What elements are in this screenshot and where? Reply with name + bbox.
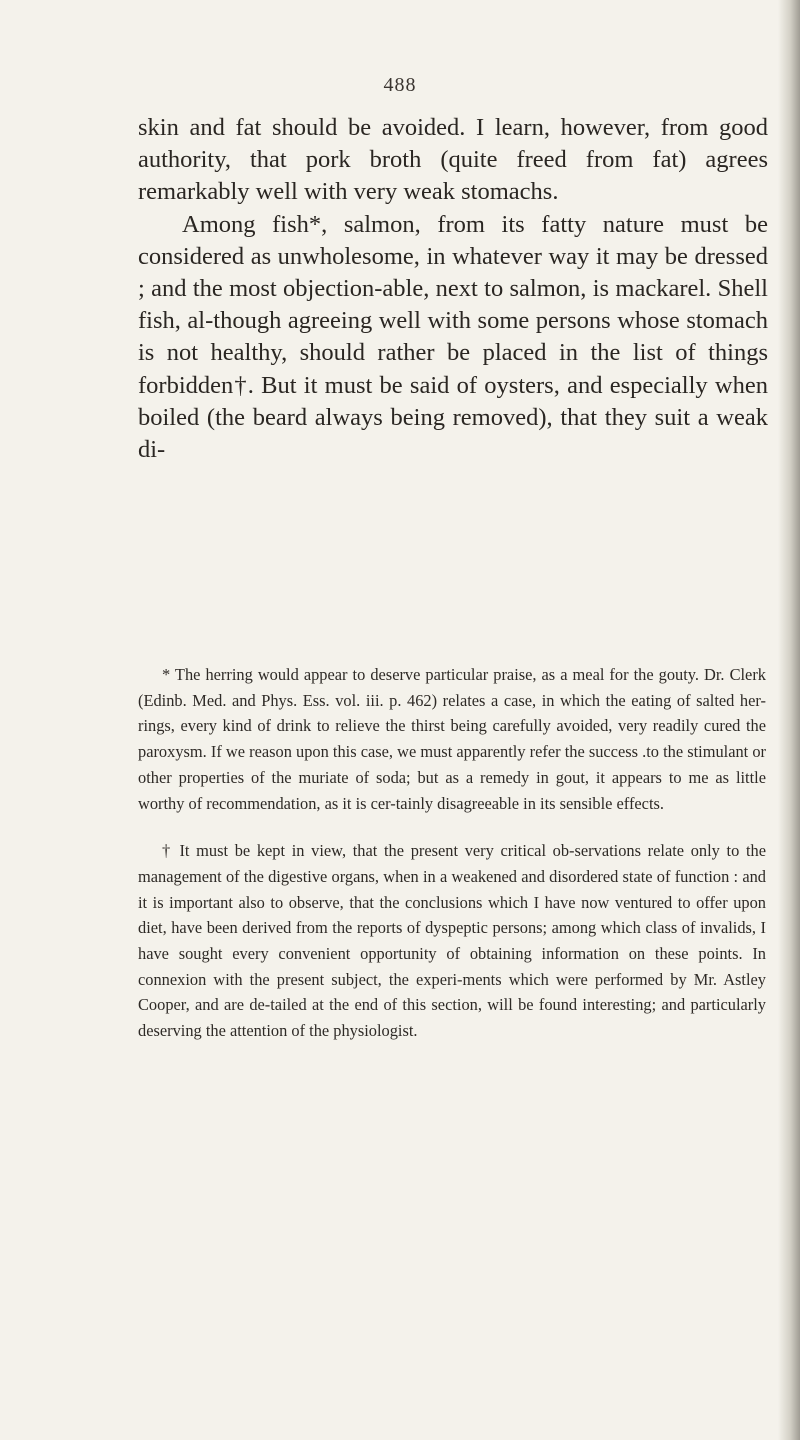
footnotes xyxy=(138,662,766,1044)
body-paragraph: skin and fat should be avoided. I learn, however, from good authority, that pork broth (quite freed from fat) agrees remarkably well with very weak stomachs. xyxy=(138,114,768,206)
body-paragraph: Among fish*, salmon, from its fatty nature must be considered as unwholesome, in whatever way it may be dressed ; and the most objection-able, next to salmon, is mackarel. Shell fish, al-though agreeing well with some persons whose stomach is not healthy, should rather be placed in the list of things forbidden†. But it must be said of oysters, and especially when boiled (the beard always being removed), that they suit a weak di- xyxy=(138,210,768,464)
page-number: 488 xyxy=(383,74,417,96)
main-text xyxy=(138,112,768,466)
footnote-dagger: † It must be kept in view, that the present very critical ob-servations relate only to the management of the digestive organs, when in a weakened and disordered state of function : and it is important also to observe, that the conclusions which I have now ventured to offer upon diet, have been derived from the reports of dyspeptic persons; among which class of invalids, I have sought every convenient opportunity of obtaining information on these points. In connexion with the present subject, the experi-ments which were performed by Mr. Astley Cooper, and are de-tailed at the end of this section, will be found interesting; and particularly deserving the attention of the physiologist. xyxy=(138,841,766,1041)
page-edge-shadow xyxy=(778,0,800,1440)
footnote-herring: * The herring would appear to deserve particular praise, as a meal for the gouty. Dr. Clerk (Edinb. Med. and Phys. Ess. vol. iii. p. 462) relates a case, in which the eating of salted her-rings, every kind of drink to relieve the thirst being carefully avoided, very readily cured the paroxysm. If we reason upon this case, we must apparently refer the success .to the stimulant or other properties of the muriate of soda; but as a remedy in gout, it appears to me as little worthy of recommendation, as it is cer-tainly disagreeable in its sensible effects. xyxy=(138,665,766,813)
